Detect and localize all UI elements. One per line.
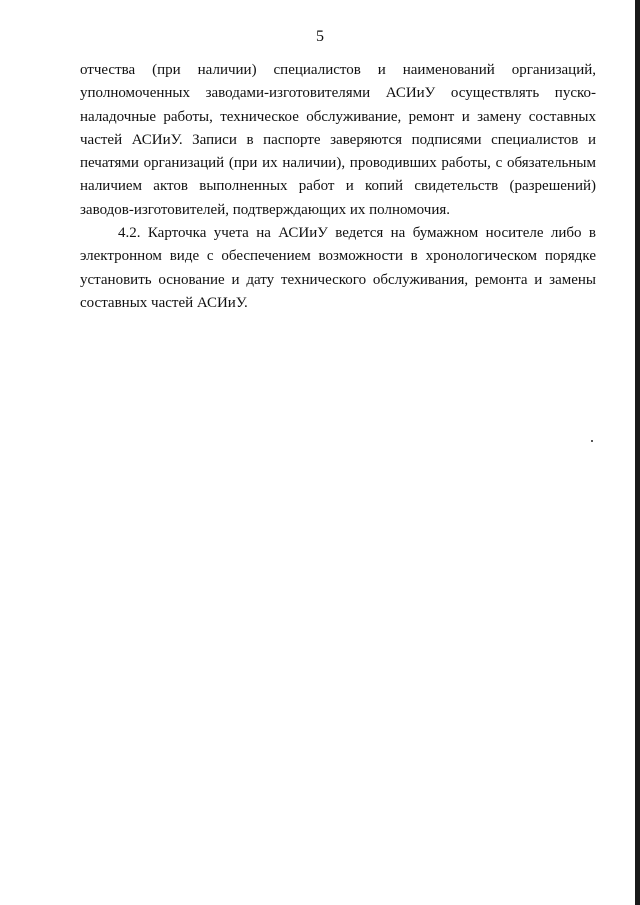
paragraph-continuation: отчества (при наличии) специалистов и наименований организаций, уполномоченных заводами-изготовителями АСИиУ осуществлять пуско-наладочные работы, техническое обслуживание, ремонт и замену составных частей АСИиУ. Записи в паспорте заверяются подписями специалистов и печатями организаций (при их наличии), проводивших работы, с обязательным наличием актов выполненных работ и копий свидетельств (разрешений) заводов-изготовителей, подтверждающих их полномочия. xyxy=(80,62,596,218)
page-edge xyxy=(635,0,640,905)
scan-speck xyxy=(591,440,593,442)
document-body xyxy=(80,59,596,315)
paragraph-4-2: 4.2. Карточка учета на АСИиУ ведется на бумажном носителе либо в электронном виде с обеспечением возможности в хронологическом порядке установить основание и дату технического обслуживания, ремонта и замены составных частей АСИиУ. xyxy=(80,225,596,311)
page-number: 5 xyxy=(316,28,324,45)
